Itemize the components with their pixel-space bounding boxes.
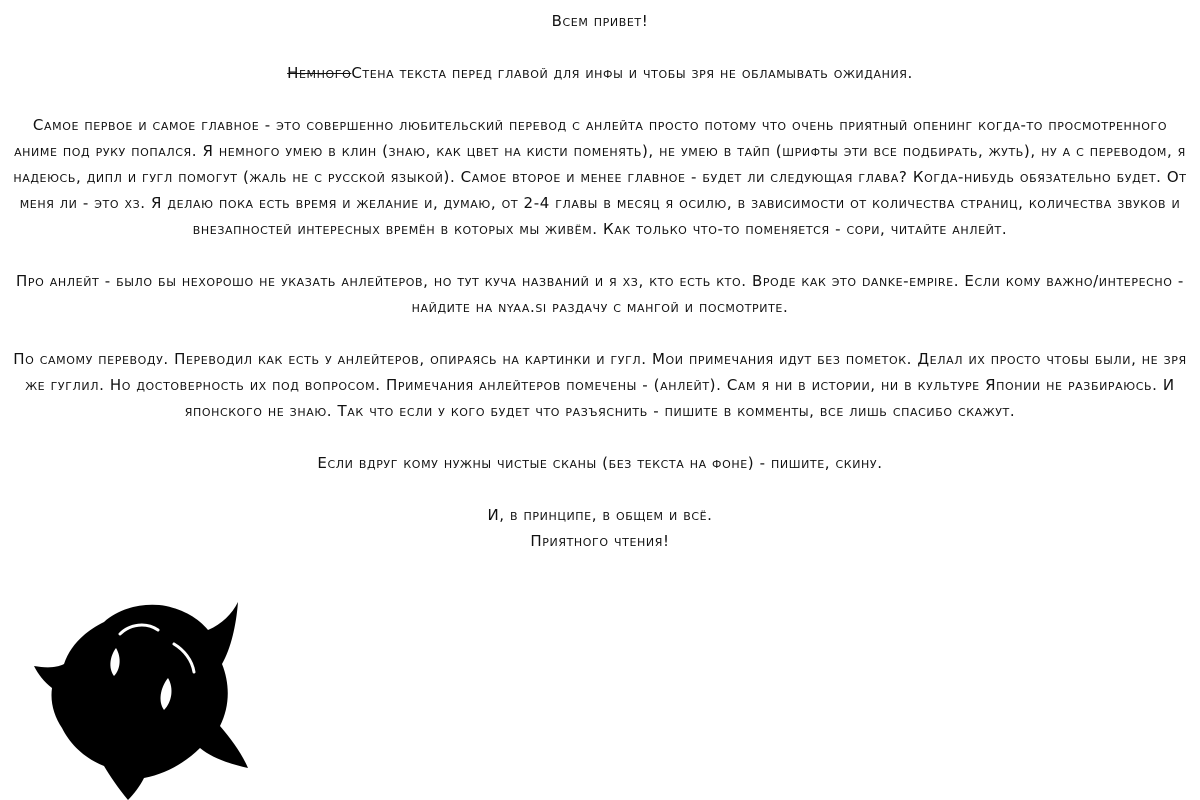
closing-line-1: И, в принципе, в общем и всё. — [487, 506, 713, 524]
paragraph-unlate-credits: Про анлейт - было бы нехорошо не указать анлейтеров, но тут куча названий и я хз, кто есть кто. Вроде как это danke-empire. Если кому важно/интересно - найдите на nyaa.si раздачу с мангой и посмотрите. — [16, 272, 1184, 316]
closing-line-2: Приятного чтения! — [530, 532, 670, 550]
struck-word: Немного — [287, 64, 352, 82]
note-text — [12, 8, 1188, 554]
greeting: Всем привет! — [551, 12, 649, 30]
mascot-silhouette — [34, 602, 248, 800]
intro-line — [12, 60, 1188, 86]
paragraph-translation-notes: По самому переводу. Переводил как есть у анлейтеров, опираясь на картинки и гугл. Мои примечания идут без пометок. Делал их просто чтобы были, не зря же гуглил. Но достоверность их под вопросом. Примечания анлейтеров помечены - (анлейт). Сам я ни в истории, ни в культуре Японии не разбираюсь. И японского не знаю. Так что если у кого будет что разъяснить - пишите в комменты, все лишь спасибо скажут. — [13, 350, 1187, 420]
paragraph-translation-info: Самое первое и самое главное - это совершенно любительский перевод с анлейта просто потому что очень приятный опенинг когда-то просмотренного аниме под руку попался. Я немного умею в клин (знаю, как цвет на кисти поменять), не умею в тайп (шрифты эти все подбирать, жуть), ну а с переводом, я надеюсь, дипл и гугл помогут (жаль не с русской языкой). Самое второе и менее главное - будет ли следующая глава? Когда-нибудь обязательно будет. От меня ли - это хз. Я делаю пока есть время и желание и, думаю, от 2-4 главы в месяц я осилю, в зависимости от количества страниц, количества звуков и внезапностей интересных времён в которых мы живём. Как только что-то поменяется - сори, читайте анлейт. — [13, 116, 1187, 238]
intro-rest: Стена текста перед главой для инфы и чтобы зря не обламывать ожидания. — [351, 64, 913, 82]
cat-face-icon — [34, 588, 254, 800]
paragraph-clean-scans: Если вдруг кому нужны чистые сканы (без текста на фоне) - пишите, скину. — [317, 454, 883, 472]
